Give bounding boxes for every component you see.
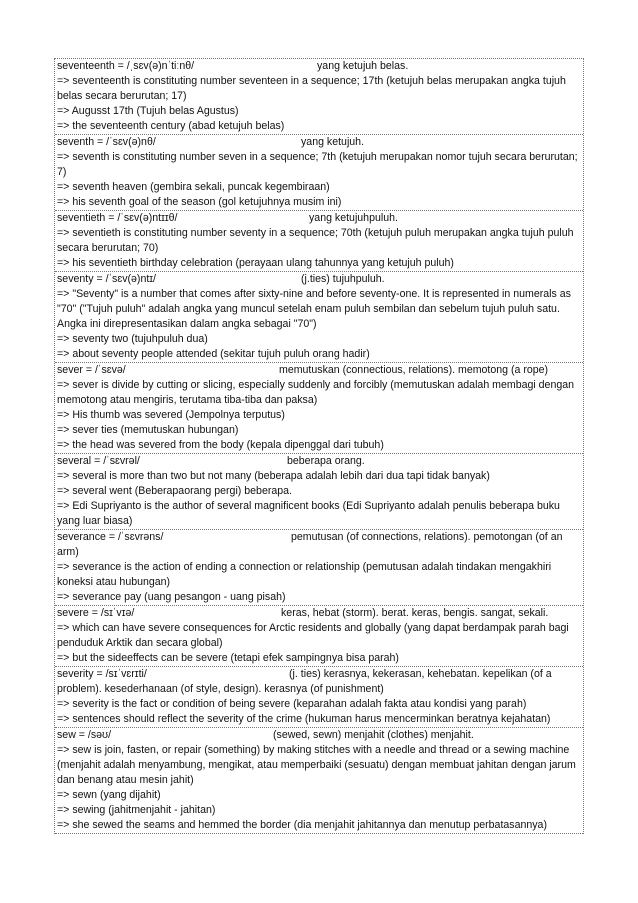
entry-line: => the seventeenth century (abad ketujuh belas) [57, 120, 285, 132]
entry-header [57, 272, 583, 287]
dictionary-entry-sew [55, 728, 583, 834]
headword: severe = /sɪˈvɪə/ [57, 607, 135, 619]
entry-line: arm) [57, 546, 79, 558]
entry-line: => Edi Supriyanto is the author of several magnificent books (Edi Supriyanto adalah penulis beberapa buku yang luar biasa) [57, 500, 560, 527]
dictionary-entry-several [55, 454, 583, 530]
meaning: yang ketujuhpuluh. [309, 212, 398, 224]
entry-line: => the head was severed from the body (kepala dipenggal dari tubuh) [57, 439, 384, 451]
entry-line: => several is more than two but not many (beberapa adalah lebih dari dua tapi tidak banyak) [57, 470, 490, 482]
entry-header [57, 606, 583, 621]
entry-header [57, 728, 583, 743]
dictionary-entry-severance [55, 530, 583, 606]
entry-line: => his seventh goal of the season (gol ketujuhnya musim ini) [57, 196, 342, 208]
headword: seventieth = /ˈsɛv(ə)ntɪɪθ/ [57, 212, 178, 224]
entry-header [57, 454, 583, 469]
headword: severance = /ˈsɛvrəns/ [57, 531, 164, 543]
entry-line: => which can have severe consequences for Arctic residents and globally (yang dapat berdampak parah bagi penduduk Arktik dan secara global) [57, 622, 569, 649]
dictionary-entry-seventieth [55, 211, 583, 272]
entry-line: => about seventy people attended (sekitar tujuh puluh orang hadir) [57, 348, 370, 360]
entry-line: => seventh heaven (gembira sekali, puncak kegembiraan) [57, 181, 330, 193]
entry-line: => "Seventy" is a number that comes after sixty-nine and before seventy-one. It is represented in numerals as "70" ("Tujuh puluh" adalah angka yang muncul setelah enam puluh sembilan dan sebelum tujuh puluh satu. Angka ini direpresentasikan dalam angka sebagai "70") [57, 288, 571, 330]
entry-line: => seventieth is constituting number seventy in a sequence; 70th (ketujuh puluh merupakan angka tujuh puluh secara berurutan; 70) [57, 227, 574, 254]
meaning: (j. ties) kerasnya, kekerasan, kehebatan. kepelikan (of a [289, 668, 552, 680]
dictionary-entry-seventy [55, 272, 583, 363]
meaning: keras, hebat (storm). berat. keras, bengis. sangat, sekali. [281, 607, 549, 619]
entry-line: problem). kesederhanaan (of style, design). kerasnya (of punishment) [57, 683, 384, 695]
entry-header [57, 667, 583, 682]
meaning: yang ketujuh. [301, 136, 365, 148]
entry-line: => his seventieth birthday celebration (perayaan ulang tahunnya yang ketujuh puluh) [57, 257, 454, 269]
headword: several = /ˈsɛvrəl/ [57, 455, 140, 467]
entry-line: => seventy two (tujuhpuluh dua) [57, 333, 208, 345]
dictionary-entry-severity [55, 667, 583, 728]
entry-header [57, 530, 583, 545]
entry-line: => sever ties (memutuskan hubungan) [57, 424, 239, 436]
meaning: (sewed, sewn) menjahit (clothes) menjahit. [273, 729, 474, 741]
entry-line: => seventh is constituting number seven in a sequence; 7th (ketujuh merupakan nomor tujuh secara berurutan; 7) [57, 151, 578, 178]
dictionary-entry-severe [55, 606, 583, 667]
headword: seventy = /ˈsɛv(ə)ntɪ/ [57, 273, 157, 285]
entry-line: => sentences should reflect the severity of the crime (hukuman harus mencerminkan beratnya kejahatan) [57, 713, 551, 725]
dictionary-entry-seventeenth [55, 59, 583, 135]
dictionary-entry-sever [55, 363, 583, 454]
entry-line: => Augusst 17th (Tujuh belas Agustus) [57, 105, 239, 117]
entry-line: => severity is the fact or condition of being severe (keparahan adalah fakta atau kondisi yang parah) [57, 698, 527, 710]
dictionary-document [54, 58, 584, 834]
headword: sever = /ˈsɛvə/ [57, 364, 126, 376]
meaning: yang ketujuh belas. [317, 60, 409, 72]
meaning: pemutusan (of connections, relations). pemotongan (of an [291, 531, 563, 543]
entry-line: => severance is the action of ending a connection or relationship (pemutusan adalah tindakan mengakhiri koneksi atau hubungan) [57, 561, 552, 588]
meaning: beberapa orang. [287, 455, 365, 467]
entry-line: => sew is join, fasten, or repair (something) by making stitches with a needle and thread or a sewing machine (menjahit adalah menyambung, mengikat, atau memperbaiki (sesuatu) dengan membuat jahitan dengan jarum dan benang atau mesin jahit) [57, 744, 576, 786]
entry-line: => seventeenth is constituting number seventeen in a sequence; 17th (ketujuh belas merupakan angka tujuh belas secara berurutan; 17) [57, 75, 566, 102]
entry-line: => sewn (yang dijahit) [57, 789, 161, 801]
entry-header [57, 59, 583, 74]
entry-line: => severance pay (uang pesangon - uang pisah) [57, 591, 286, 603]
entry-line: => sewing (jahitmenjahit - jahitan) [57, 804, 216, 816]
entry-line: => several went (Beberapaorang pergi) beberapa. [57, 485, 292, 497]
headword: seventeenth = /ˌsɛv(ə)nˈtiːnθ/ [57, 60, 195, 72]
dictionary-entry-seventh [55, 135, 583, 211]
headword: severity = /sɪˈvɛrɪti/ [57, 668, 147, 680]
headword: sew = /səʊ/ [57, 729, 112, 741]
entry-header [57, 211, 583, 226]
entry-line: => she sewed the seams and hemmed the border (dia menjahit jahitannya dan menutup perbatasannya) [57, 819, 547, 831]
headword: seventh = /ˈsɛv(ə)nθ/ [57, 136, 156, 148]
meaning: (j.ties) tujuhpuluh. [301, 273, 385, 285]
entry-line: => but the sideeffects can be severe (tetapi efek sampingnya bisa parah) [57, 652, 399, 664]
meaning: memutuskan (connectious, relations). memotong (a rope) [279, 364, 549, 376]
entry-header [57, 363, 583, 378]
entry-line: => sever is divide by cutting or slicing, especially suddenly and forcibly (memutuskan adalah membagi dengan memotong atau mengiris, terutama tiba-tiba dan paksa) [57, 379, 575, 406]
entry-header [57, 135, 583, 150]
entry-line: => His thumb was severed (Jempolnya terputus) [57, 409, 285, 421]
